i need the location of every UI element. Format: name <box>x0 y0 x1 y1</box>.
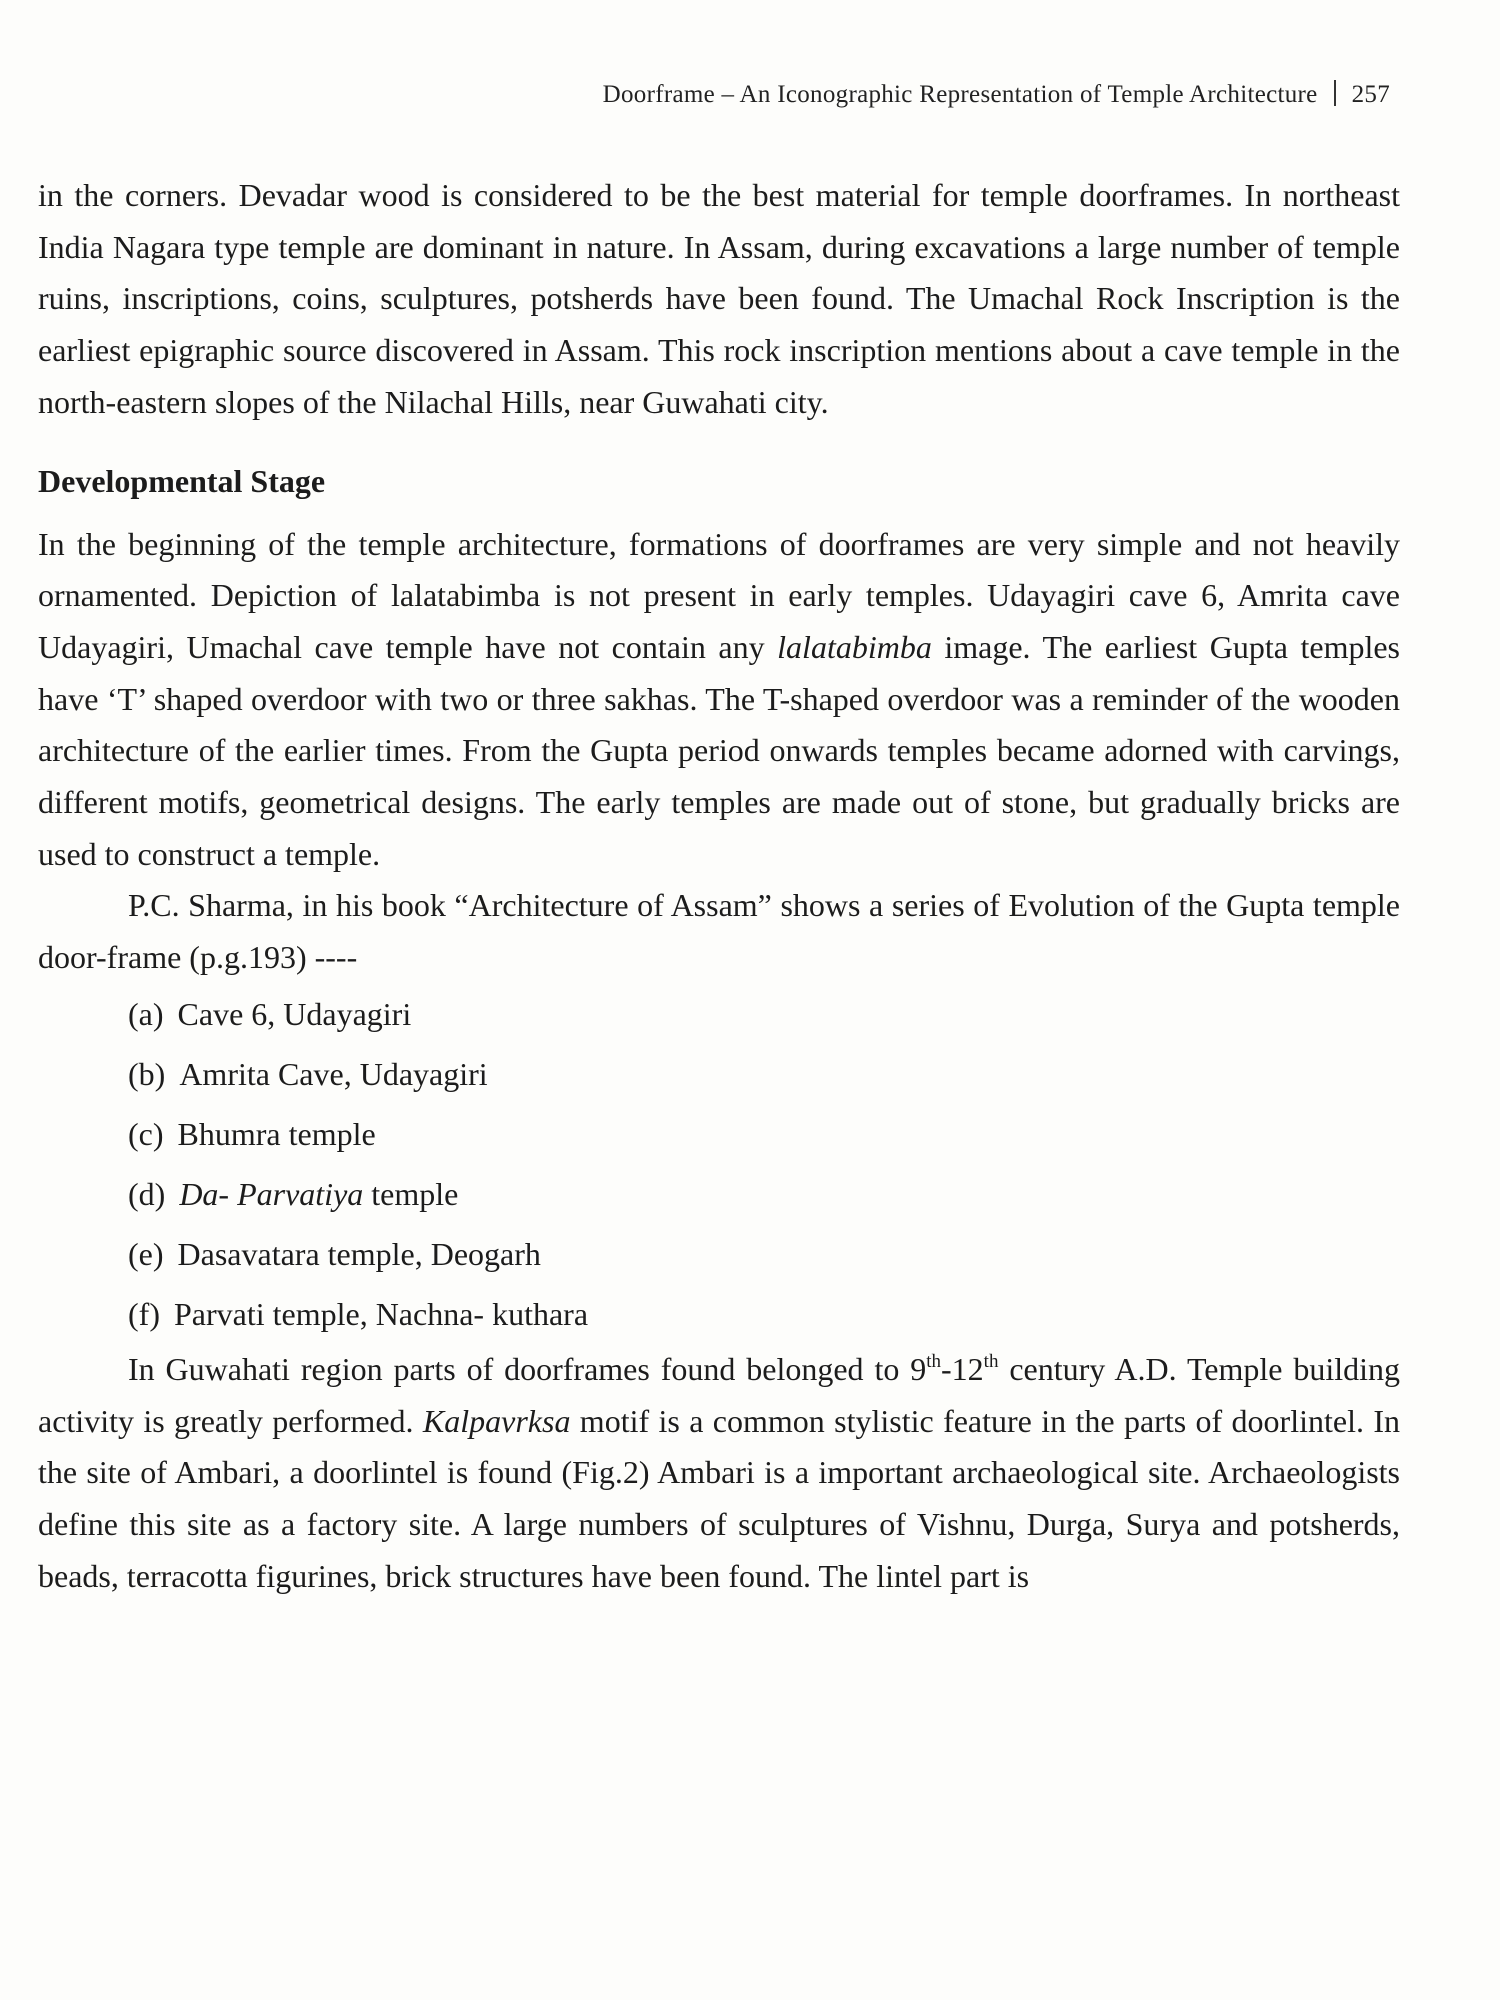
running-title: Doorframe – An Iconographic Representation of Temple Architecture <box>602 81 1318 108</box>
list-marker: (d) <box>128 1175 166 1212</box>
paragraph-3: P.C. Sharma, in his book “Architecture of Assam” shows a series of Evolution of the Gupta temple door-frame (p.g.193) ---- <box>38 887 1400 976</box>
paragraph-2-text-a: In the beginning of the temple architecture, formations of doorframes are very simple and not heavily ornamented. Depiction of lalatabimba is not present in early temples. Udayagiri cave 6, Amrita cave Udayagiri, Umachal cave temple have not contain any <box>38 525 1400 665</box>
list-item <box>128 1284 1400 1344</box>
paragraph-4 <box>38 1344 1400 1603</box>
paragraph-2-text-b: image. The earliest Gupta temples have ‘T’ shaped overdoor with two or three sakhas. The T-shaped overdoor was a reminder of the wooden architecture of the earlier times. From the Gupta period onwards temples became adorned with carvings, different motifs, geometrical designs. The early temples are made out of stone, but gradually bricks are used to construct a temple. <box>38 628 1401 872</box>
list-text-italic: Da- Parvatiya <box>179 1175 364 1212</box>
list-marker: (b) <box>128 1055 166 1092</box>
page-number: 257 <box>1351 81 1390 108</box>
list-item <box>128 1164 1400 1224</box>
book-page <box>38 0 1400 2000</box>
paragraph-4-text-a: In Guwahati region parts of doorframes found belonged to 9 <box>128 1350 927 1387</box>
running-header <box>603 76 1390 109</box>
list-item <box>128 984 1400 1044</box>
list-marker: (f) <box>128 1295 160 1332</box>
list-text-wrapper <box>179 1164 458 1224</box>
paragraph-4-text-c: century A.D. Temple building activity is greatly performed. <box>38 1350 1401 1439</box>
list-marker: (c) <box>128 1115 164 1152</box>
paragraph-2-italic-term: lalatabimba <box>777 628 932 665</box>
list-item <box>128 1104 1400 1164</box>
list-text: temple <box>363 1175 459 1212</box>
header-separator <box>1334 80 1336 106</box>
list-item <box>128 1044 1400 1104</box>
page-body <box>38 170 1400 1602</box>
list-item <box>128 1224 1400 1284</box>
list-text: Amrita Cave, Udayagiri <box>179 1055 488 1092</box>
list-marker: (a) <box>128 995 164 1032</box>
temple-list <box>38 984 1400 1344</box>
paragraph-1: in the corners. Devadar wood is considered to be the best material for temple doorframes. In northeast India Nagara type temple are dominant in nature. In Assam, during excavations a large number of temple ruins, inscriptions, coins, sculptures, potsherds have been found. The Umachal Rock Inscription is the earliest epigraphic source discovered in Assam. This rock inscription mentions about a cave temple in the north-eastern slopes of the Nilachal Hills, near Guwahati city. <box>38 177 1400 420</box>
list-text: Bhumra temple <box>177 1115 376 1152</box>
list-marker: (e) <box>128 1235 164 1272</box>
superscript-th: th <box>983 1350 999 1372</box>
paragraph-4-text-d: motif is a common stylistic feature in the parts of doorlintel. In the site of Ambari, a doorlintel is found (Fig.2) Ambari is a important archaeological site. Archaeologists define this site as a factory site. A large numbers of sculptures of Vishnu, Durga, Surya and potsherds, beads, terracotta figurines, brick structures have been found. The lintel part is <box>38 1402 1400 1594</box>
paragraph-4-text-b: -12 <box>941 1350 984 1387</box>
list-text: Parvati temple, Nachna- kuthara <box>173 1295 589 1332</box>
list-text: Cave 6, Udayagiri <box>177 995 412 1032</box>
paragraph-2 <box>38 519 1400 881</box>
paragraph-4-italic-term: Kalpavrksa <box>422 1402 571 1439</box>
section-heading: Developmental Stage <box>38 462 326 499</box>
list-text: Dasavatara temple, Deogarh <box>177 1235 541 1272</box>
superscript-th: th <box>926 1350 942 1372</box>
